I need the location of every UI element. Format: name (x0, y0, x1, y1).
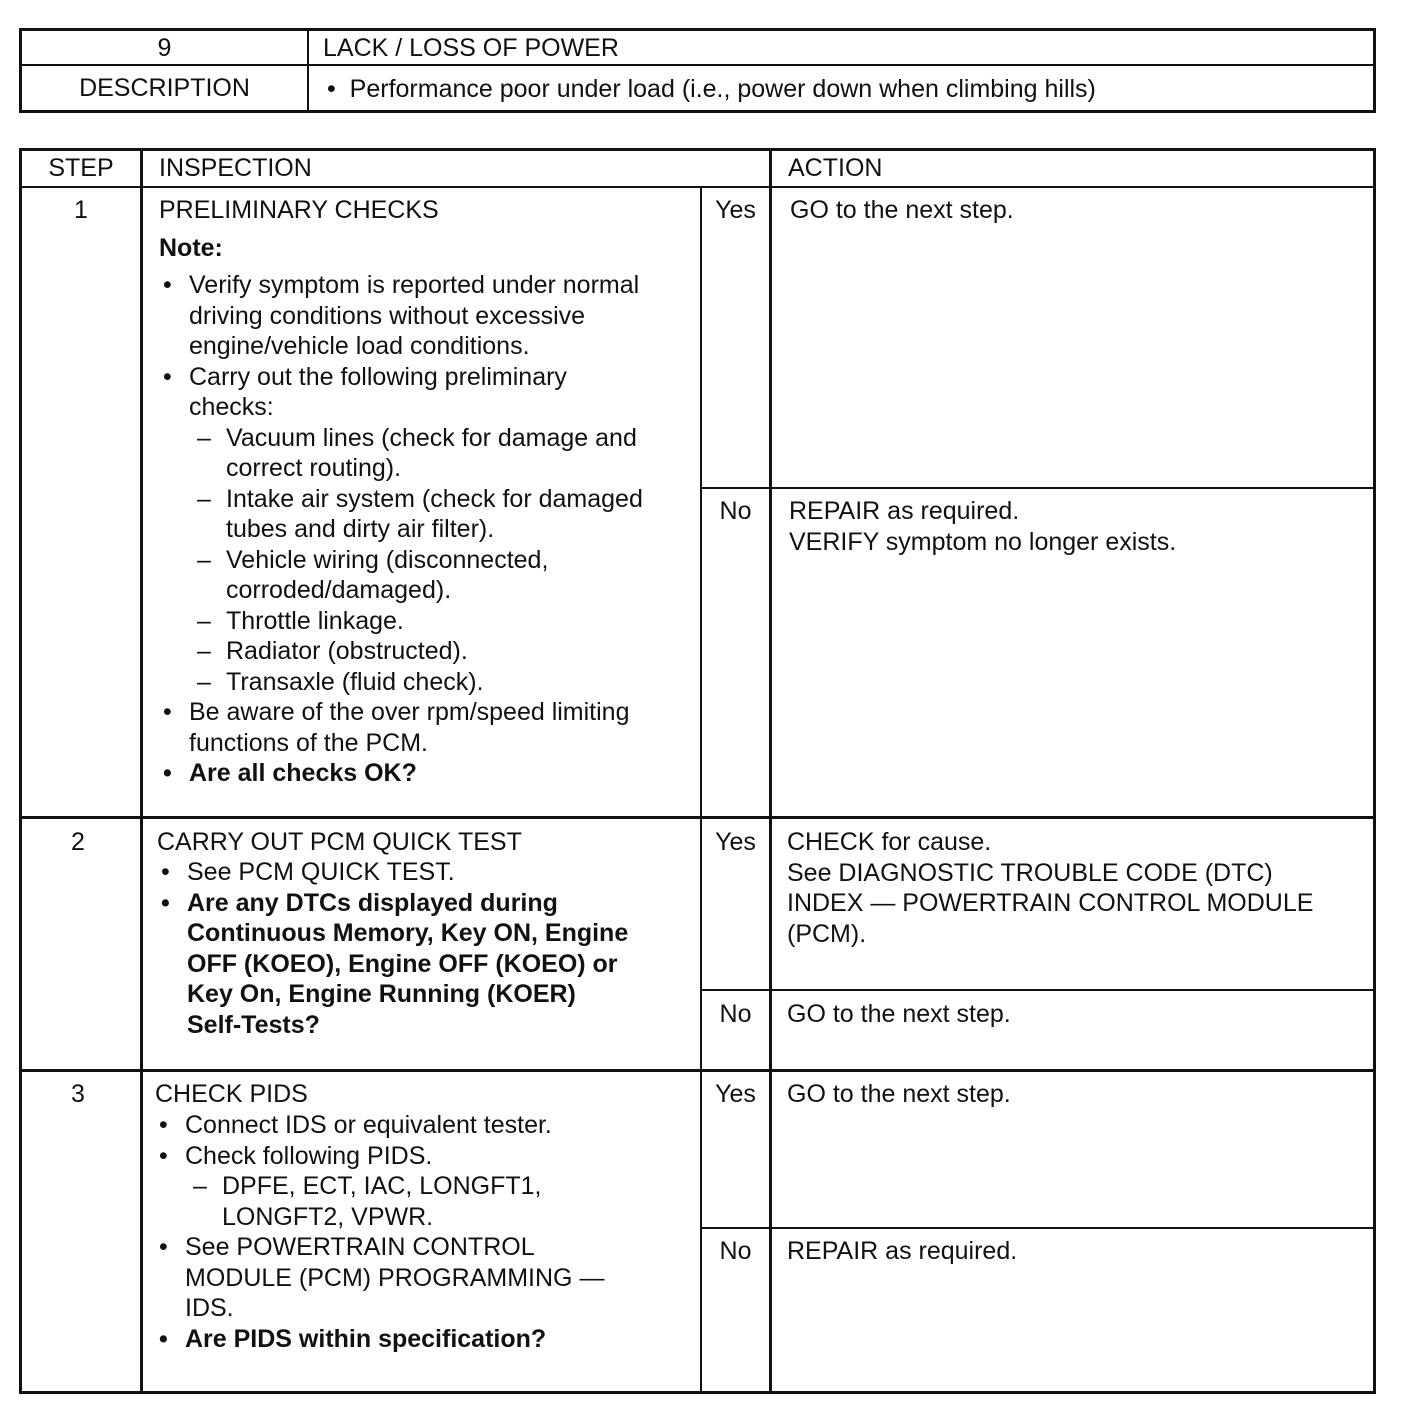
sub-list-item: – DPFE, ECT, IAC, LONGFT1, (155, 1171, 604, 1202)
column-header-step: STEP (48, 154, 114, 182)
list-item-continued: driving conditions without excessive (189, 301, 586, 330)
list-item-continued: engine/vehicle load conditions. (189, 332, 530, 360)
sub-list-item: – Vacuum lines (check for damage and (159, 423, 643, 454)
list-item-continued: Key On, Engine Running (KOER) (187, 980, 576, 1008)
no-label: No (719, 1237, 752, 1265)
description-text: • Performance poor under load (i.e., power down when climbing hills) (327, 75, 1096, 103)
symptom-title: LACK / LOSS OF POWER (323, 34, 619, 62)
action-line: GO to the next step. (787, 1000, 1011, 1028)
no-action (789, 496, 1176, 557)
step-title: CHECK PIDS (155, 1080, 308, 1108)
step-number: 2 (71, 828, 85, 856)
list-item: • Be aware of the over rpm/speed limiting (159, 697, 643, 728)
action-line: See DIAGNOSTIC TROUBLE CODE (DTC) (787, 858, 1273, 887)
list-item: • See POWERTRAIN CONTROL (155, 1232, 604, 1263)
symptom-number: 9 (157, 34, 172, 62)
step1-yes-no-divider (700, 487, 1373, 489)
action-line: GO to the next step. (787, 1080, 1011, 1108)
sub-list-item: – Throttle linkage. (159, 606, 643, 637)
step-inspection-list (157, 857, 628, 1040)
description-label: DESCRIPTION (79, 74, 250, 102)
list-item-question: • Are all checks OK? (159, 758, 643, 789)
step-title: CARRY OUT PCM QUICK TEST (157, 828, 522, 856)
list-item-question: • Are PIDS within specification? (155, 1324, 604, 1355)
bullet-icon: • (327, 75, 336, 103)
sub-list-item: – Transaxle (fluid check). (159, 667, 643, 698)
action-line: (PCM). (787, 919, 867, 948)
column-header-divider (22, 186, 1373, 188)
step2-yes-no-divider (700, 989, 1373, 991)
yes-label: Yes (715, 196, 756, 224)
list-item: • See PCM QUICK TEST. (157, 857, 628, 888)
list-item-continued: Continuous Memory, Key ON, Engine (187, 919, 629, 947)
list-item-continued: OFF (KOEO), Engine OFF (KOEO) or (187, 949, 618, 978)
step3-yes-no-divider (700, 1227, 1373, 1229)
header-divider-vertical (307, 31, 309, 110)
step-number: 3 (71, 1080, 85, 1108)
column-header-inspection: INSPECTION (159, 154, 312, 182)
no-action (787, 1236, 1017, 1267)
sub-list-item-continued: correct routing). (226, 454, 402, 482)
step-inspection-list (155, 1110, 604, 1354)
list-item: • Connect IDS or equivalent tester. (155, 1110, 604, 1141)
yes-action (790, 195, 1014, 226)
list-item-question: • Are any DTCs displayed during (157, 888, 628, 919)
column-header-action: ACTION (788, 154, 883, 182)
step-inspection-list (159, 270, 643, 789)
sub-list-item-continued: corroded/damaged). (226, 576, 452, 604)
symptom-header-table (19, 28, 1376, 113)
sub-list-item: – Radiator (obstructed). (159, 636, 643, 667)
sub-list-item: – Vehicle wiring (disconnected, (159, 545, 643, 576)
step2-step3-divider (22, 1069, 1373, 1072)
header-divider-horizontal (22, 64, 1373, 66)
no-label: No (719, 497, 752, 525)
list-item: • Verify symptom is reported under normal (159, 270, 643, 301)
no-label: No (719, 1000, 752, 1028)
no-action (787, 999, 1011, 1030)
yes-no-column-divider (700, 187, 702, 1394)
action-line: GO to the next step. (790, 196, 1014, 224)
yes-label: Yes (715, 828, 756, 856)
diagnostic-steps-table (19, 148, 1376, 1394)
list-item: • Carry out the following preliminary (159, 362, 643, 393)
sub-list-item-continued: LONGFT2, VPWR. (222, 1202, 434, 1231)
action-line: INDEX — POWERTRAIN CONTROL MODULE (787, 889, 1314, 917)
action-line: CHECK for cause. (787, 828, 992, 856)
list-item-continued: checks: (189, 393, 274, 421)
note-label: Note: (159, 234, 223, 262)
list-item-continued: Self-Tests? (187, 1010, 320, 1039)
list-item: • Check following PIDS. (155, 1141, 604, 1172)
action-column-divider (769, 151, 772, 1394)
yes-label: Yes (715, 1080, 756, 1108)
action-line: REPAIR as required. (787, 1237, 1018, 1265)
step-number: 1 (74, 196, 88, 224)
list-item-continued: functions of the PCM. (189, 728, 429, 757)
sub-list-item: – Intake air system (check for damaged (159, 484, 643, 515)
step-title: PRELIMINARY CHECKS (159, 196, 439, 224)
list-item-continued: IDS. (185, 1294, 234, 1322)
action-line: REPAIR as required. (789, 497, 1020, 525)
step1-step2-divider (22, 816, 1373, 819)
yes-action (787, 1079, 1011, 1110)
yes-action (787, 827, 1313, 949)
list-item-continued: MODULE (PCM) PROGRAMMING — (185, 1263, 605, 1292)
step-column-divider (140, 151, 143, 1394)
action-line: VERIFY symptom no longer exists. (789, 527, 1177, 556)
sub-list-item-continued: tubes and dirty air filter). (226, 515, 495, 543)
